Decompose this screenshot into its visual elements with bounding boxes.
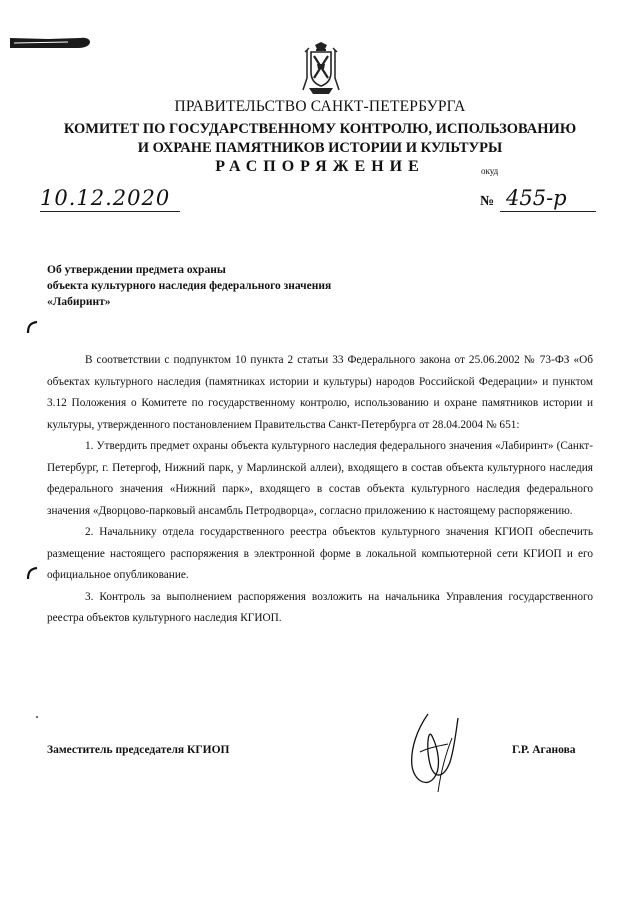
scan-mark <box>8 36 92 50</box>
margin-dot <box>36 716 38 718</box>
handwritten-signature <box>398 708 470 798</box>
corner-tick-mark-2 <box>26 566 38 580</box>
body-item-2: 2. Начальнику отдела государственного реестра объектов культурного значения КГИОП обеспечить размещение настоящего распоряжения в электронной форме в локальной компьютерной сети КГИОП и его официальное опубликование. <box>47 526 593 581</box>
doc-type: РАСПОРЯЖЕНИЕ <box>215 158 425 175</box>
committee-name <box>0 120 640 158</box>
signer-name: Г.Р. Аганова <box>512 744 576 756</box>
doc-type-row <box>0 158 640 180</box>
date-underline <box>40 211 180 213</box>
order-body <box>47 350 593 630</box>
committee-line-1: КОМИТЕТ ПО ГОСУДАРСТВЕННОМУ КОНТРОЛЮ, ИСПОЛЬЗОВАНИЮ <box>63 121 577 137</box>
body-intro: В соответствии с подпунктом 10 пункта 2 статьи 33 Федерального закона от 25.06.2002 № 73-ФЗ «Об объектах культурного наследия (памятниках истории и культуры) народов Российской Федерации» и пунктом 3.12 Положения о Комитете по государственному контролю, использованию и охране памятников истории и культуры, утвержденного постановлением Правительства Санкт-Петербурга от 28.04.2004 № 651: <box>47 354 593 431</box>
government-name: ПРАВИТЕЛЬСТВО САНКТ-ПЕТЕРБУРГА <box>174 98 466 115</box>
okud-label: окуд <box>481 166 499 176</box>
coat-of-arms-emblem <box>301 42 341 96</box>
committee-line-2: И ОХРАНЕ ПАМЯТНИКОВ ИСТОРИИ И КУЛЬТУРЫ <box>137 140 503 156</box>
subject-line-3: «Лабиринт» <box>47 296 111 308</box>
subject-block <box>47 262 447 310</box>
body-item-3: 3. Контроль за выполнением распоряжения возложить на начальника Управления государственного реестра объектов культурного наследия КГИОП. <box>47 590 593 624</box>
corner-tick-mark <box>26 320 38 334</box>
body-item-1: 1. Утвердить предмет охраны объекта культурного наследия федерального значения «Лабиринт» (Санкт-Петербург, г. Петергоф, Нижний парк, у Марлинской аллеи), входящего в состав объекта культурного наследия федерального значения «Нижний парк», входящего в состав объекта культурного наследия федерального значения «Дворцово-парковый ансамбль Петродворца», согласно приложению к настоящему распоряжению. <box>47 440 593 517</box>
number-label: № <box>480 194 495 209</box>
subject-line-2: объекта культурного наследия федерального значения <box>47 280 332 292</box>
handwritten-date: 10.12.2020 <box>40 186 171 210</box>
signer-title: Заместитель председателя КГИОП <box>47 744 230 756</box>
subject-line-1: Об утверждении предмета охраны <box>47 264 226 276</box>
handwritten-number: 455-р <box>506 186 567 210</box>
number-underline <box>500 211 596 213</box>
